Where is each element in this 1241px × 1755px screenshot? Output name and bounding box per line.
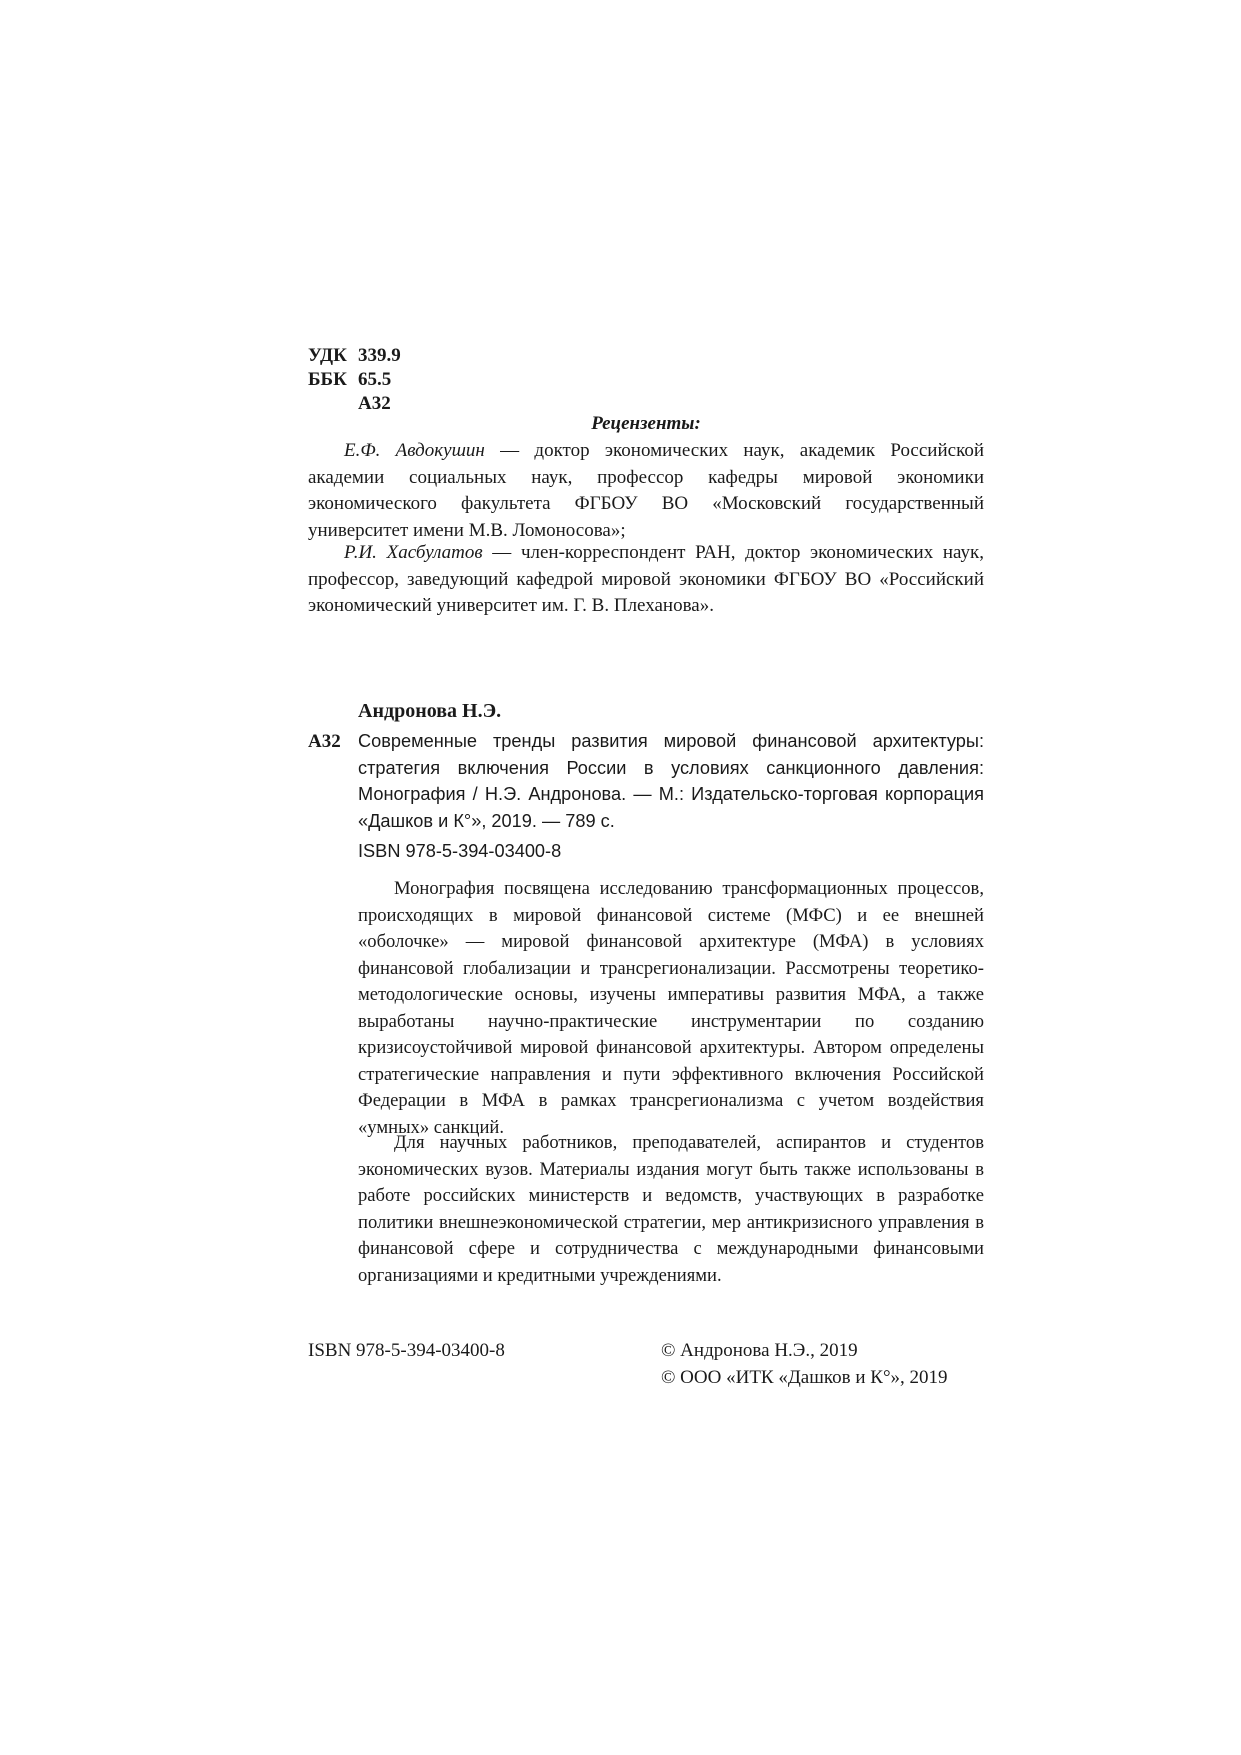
bibliographic-isbn: ISBN 978-5-394-03400-8 [358, 841, 562, 861]
book-author: Андронова Н.Э. [358, 700, 502, 722]
reviewer-entry [308, 540, 984, 620]
reviewer-name: Р.И. Хасбулатов [344, 542, 483, 563]
copyright-block [661, 1338, 948, 1391]
author-mark: А32 [358, 393, 391, 414]
footer-isbn: ISBN 978-5-394-03400-8 [308, 1340, 505, 1361]
annotation-paragraph: Для научных работников, преподавателей, аспирантов и студентов экономических вузов. Материалы издания могут быть также использованы в работе российских министерств и ведомств, участвующих в разработке политики внешнеэкономической стратегии, мер антикризисного управления в финансовой сфере и сотрудничества с международными финансовыми организациями и кредитными учреждениями. [358, 1132, 984, 1286]
udk-label: УДК [308, 345, 347, 366]
reviewer-description: — доктор экономических наук, академик Российской академии социальных наук, профессор кафедры мировой экономики экономического факультета ФГБОУ ВО «Московский государственный университет имени М.В. Ломоносова»; [308, 440, 985, 541]
bbk-value: 65.5 [358, 369, 392, 390]
copyright-publisher: © ООО «ИТК «Дашков и К°», 2019 [661, 1366, 948, 1388]
udk-value: 339.9 [358, 345, 401, 366]
bbk-row [308, 368, 401, 392]
reviewer-entry [308, 438, 984, 544]
classification-codes [308, 344, 401, 416]
copyright-author: © Андронова Н.Э., 2019 [661, 1340, 858, 1361]
bbk-label: ББК [308, 369, 347, 390]
reviewer-description: — член-корреспондент РАН, доктор экономических наук, профессор, заведующий кафедрой мировой экономики ФГБОУ ВО «Российский экономический университет им. Г. В. Плеханова». [308, 542, 984, 616]
udk-row [308, 344, 401, 368]
reviewers-title: Рецензенты: [591, 413, 701, 434]
bibliographic-code: А32 [308, 731, 341, 752]
reviewer-name: Е.Ф. Авдокушин [344, 440, 485, 461]
bibliographic-description: Современные тренды развития мировой финансовой архитектуры: стратегия включения России в условиях санкционного давления: Монография / Н.Э. Андронова. — М.: Издательско-торговая корпорация «Дашков и К°», 2019. — 789 с. [358, 731, 984, 831]
annotation-paragraph: Монография посвящена исследованию трансформационных процессов, происходящих в мировой финансовой системе (МФС) и ее внешней «оболочке» — мировой финансовой архитектуре (МФА) в условиях финансовой глобализации и трансрегионализации. Рассмотрены теоретико-методологические основы, изучены императивы развития МФА, а также выработаны научно-практические инструментарии по созданию кризисоустойчивой мировой финансовой архитектуры. Автором определены стратегические направления и пути эффективного включения Российской Федерации в МФА в рамках трансрегионализма с учетом воздействия «умных» санкций. [358, 878, 984, 1138]
